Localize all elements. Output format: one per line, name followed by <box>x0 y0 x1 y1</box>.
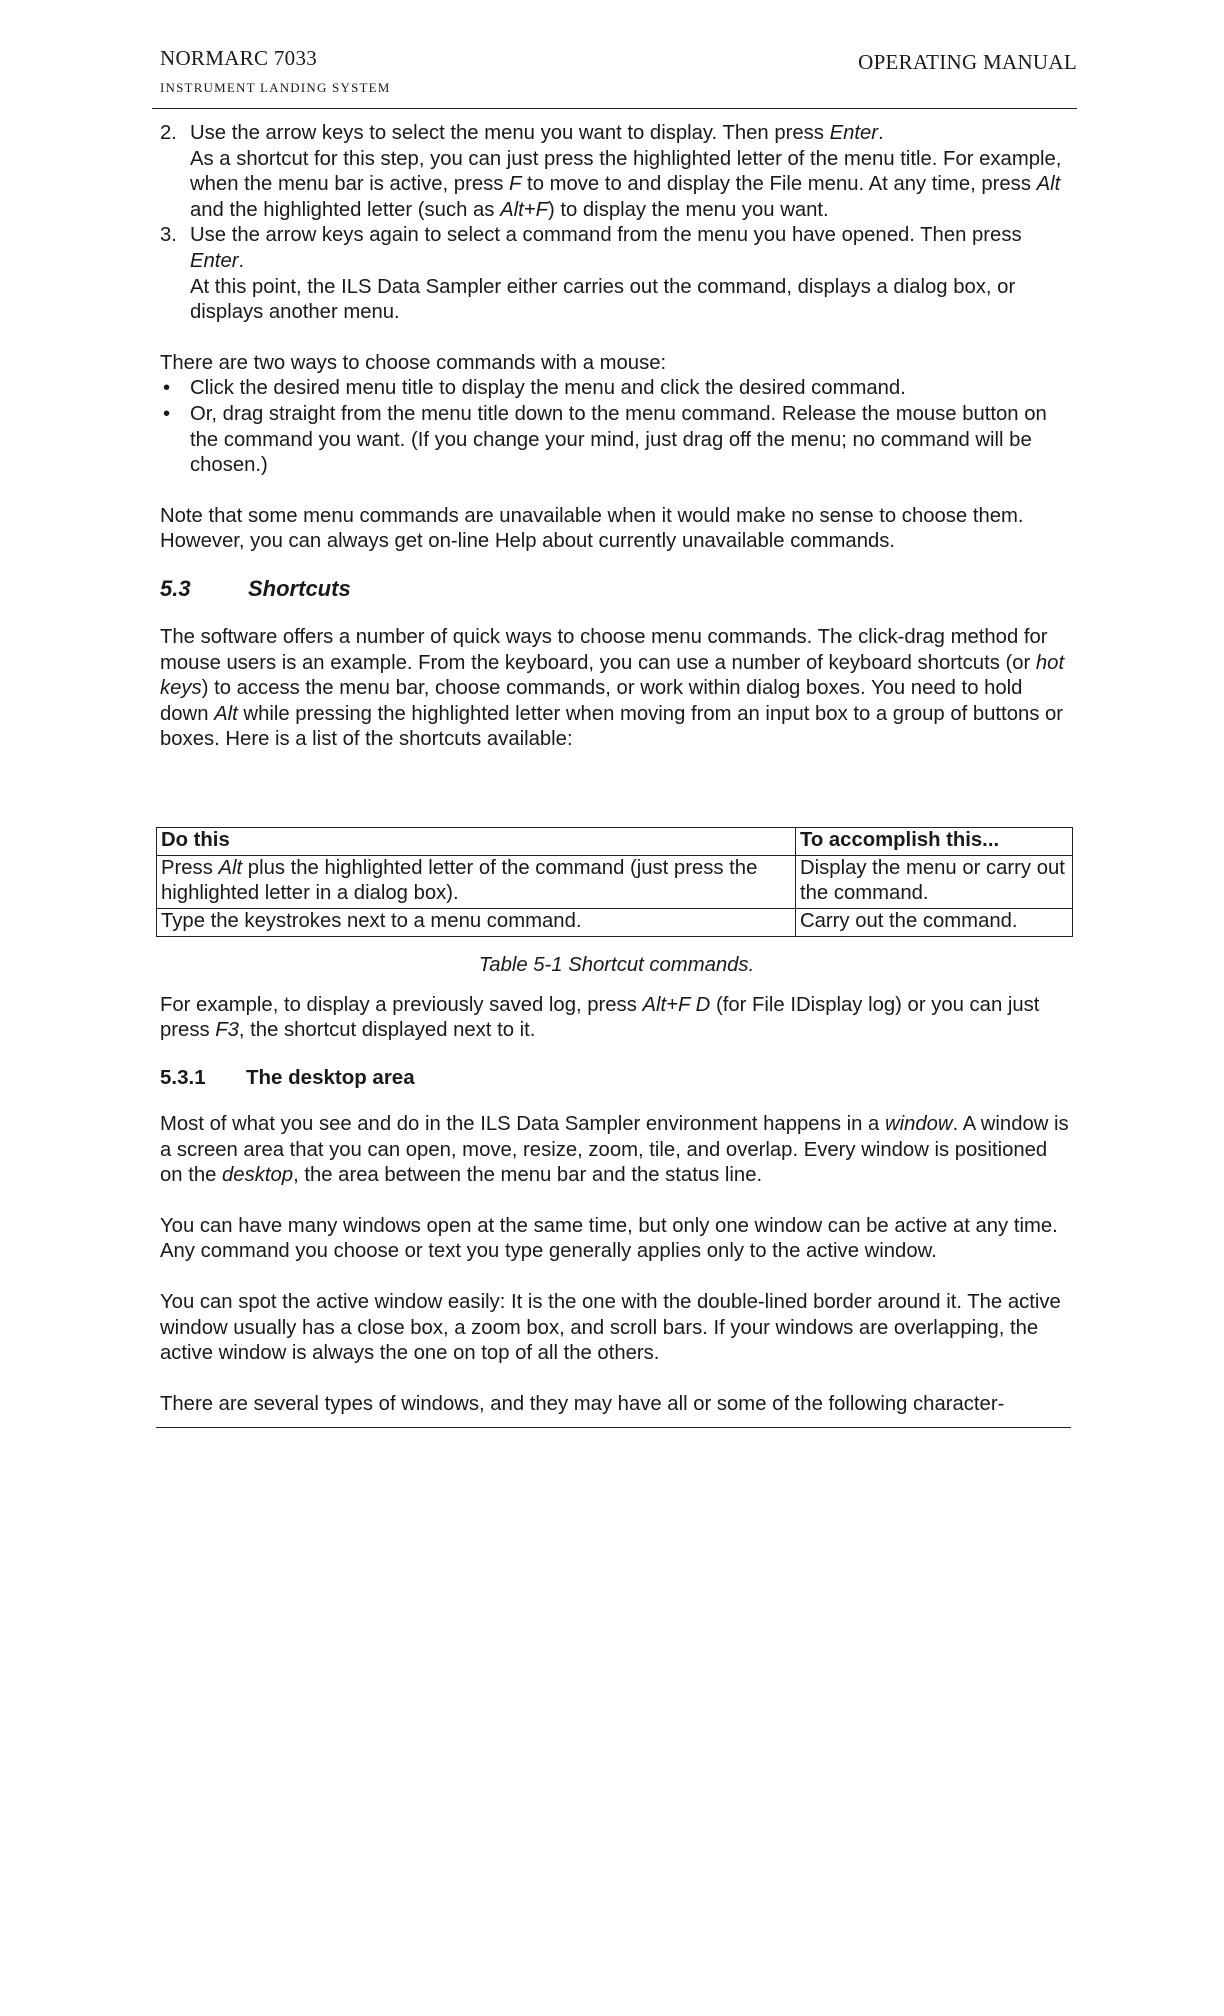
subsection-heading <box>160 1052 1073 1104</box>
manual-page <box>152 44 1077 1428</box>
page-body <box>152 121 1077 1428</box>
shortcut-table <box>156 827 1073 937</box>
list-item <box>160 121 1073 223</box>
step-number: 3. <box>160 224 177 247</box>
note-paragraph: Note that some menu commands are unavailable when it would make no sense to choose them. However, you can always get on-line Help about currently unavailable commands. <box>160 504 1024 553</box>
desktop-paragraph: You can spot the active window easily: It is the one with the double-lined border around it. The active window usually has a close box, a zoom box, and scroll bars. If your windows are overlapping, the active window is always the one on top of all the others. <box>160 1291 1061 1365</box>
desktop-paragraph: Most of what you see and do in the ILS Data Sampler environment happens in a window. A window is a screen area that you can open, move, resize, zoom, tile, and overlap. Every window is positioned on the desktop, the area between the menu bar and the status line. <box>160 1113 1069 1187</box>
step-number: 2. <box>160 122 177 144</box>
shortcut-table-wrap <box>160 827 1073 937</box>
list-item: • Click the desired menu title to display the menu and click the desired command. <box>160 376 1073 402</box>
steps-list <box>160 121 1073 326</box>
column-header-do: Do this <box>157 827 796 855</box>
page-header <box>152 44 1077 109</box>
mouse-bullets <box>160 376 1073 478</box>
cell-do: Type the keystrokes next to a menu command. <box>157 908 796 936</box>
table-header-row <box>157 827 1073 855</box>
header-product: NORMARC 7033 <box>160 46 318 70</box>
footer-rule <box>156 1427 1071 1428</box>
example-paragraph: For example, to display a previously saved log, press Alt+F D (for File IDisplay log) or you can just press F3, the shortcut displayed next to it. <box>160 993 1040 1042</box>
header-manual-title: OPERATING MANUAL <box>858 50 1077 74</box>
shortcuts-paragraph: The software offers a number of quick ways to choose menu commands. The click-drag method for mouse users is an example. From the keyboard, you can use a number of keyboard shortcuts (or hot keys) to access the menu bar, choose commands, or work within dialog boxes. You need to hold down Alt while pressing the highlighted letter when moving from an input box to a group of buttons or boxes. Here is a list of the shortcuts available: <box>160 625 1065 751</box>
cell-result: Display the menu or carry out the command. <box>796 855 1073 908</box>
column-header-result: To accomplish this... <box>796 827 1073 855</box>
step-text: Use the arrow keys to select the menu you want to display. Then press Enter. As a shortcut for this step, you can just press the highlighted letter of the menu title. For example, when the menu bar is active, press F to move to and display the File menu. At any time, press Alt and the highlighted letter (such as Alt+F) to display the menu you want. <box>190 122 1062 221</box>
section-title: Shortcuts <box>248 575 351 601</box>
desktop-paragraph: You can have many windows open at the same time, but only one window can be active at any time. Any command you choose or text you type generally applies only to the active window. <box>160 1214 1058 1263</box>
desktop-paragraph: There are several types of windows, and they may have all or some of the following character- <box>160 1392 1005 1415</box>
table-caption: Table 5-1 Shortcut commands. <box>478 953 755 976</box>
header-subtitle: INSTRUMENT LANDING SYSTEM <box>160 80 391 95</box>
subsection-number: 5.3.1 <box>160 1066 206 1090</box>
cell-result: Carry out the command. <box>796 908 1073 936</box>
table-row <box>157 908 1073 936</box>
section-number: 5.3 <box>160 575 191 601</box>
table-row <box>157 855 1073 908</box>
section-heading <box>160 563 1073 615</box>
list-item: • Or, drag straight from the menu title down to the menu command. Release the mouse button on the command you want. (If you change your mind, just drag off the menu; no command will be chosen.) <box>160 402 1073 479</box>
list-item <box>160 223 1073 325</box>
cell-do: Press Alt plus the highlighted letter of the command (just press the highlighted letter in a dialog box). <box>157 855 796 908</box>
mouse-intro: There are two ways to choose commands with a mouse: <box>160 351 667 374</box>
subsection-title: The desktop area <box>246 1066 415 1090</box>
step-text: Use the arrow keys again to select a command from the menu you have opened. Then press Enter. At this point, the ILS Data Sampler either carries out the command, displays a dialog box, or displays another menu. <box>190 224 1022 324</box>
